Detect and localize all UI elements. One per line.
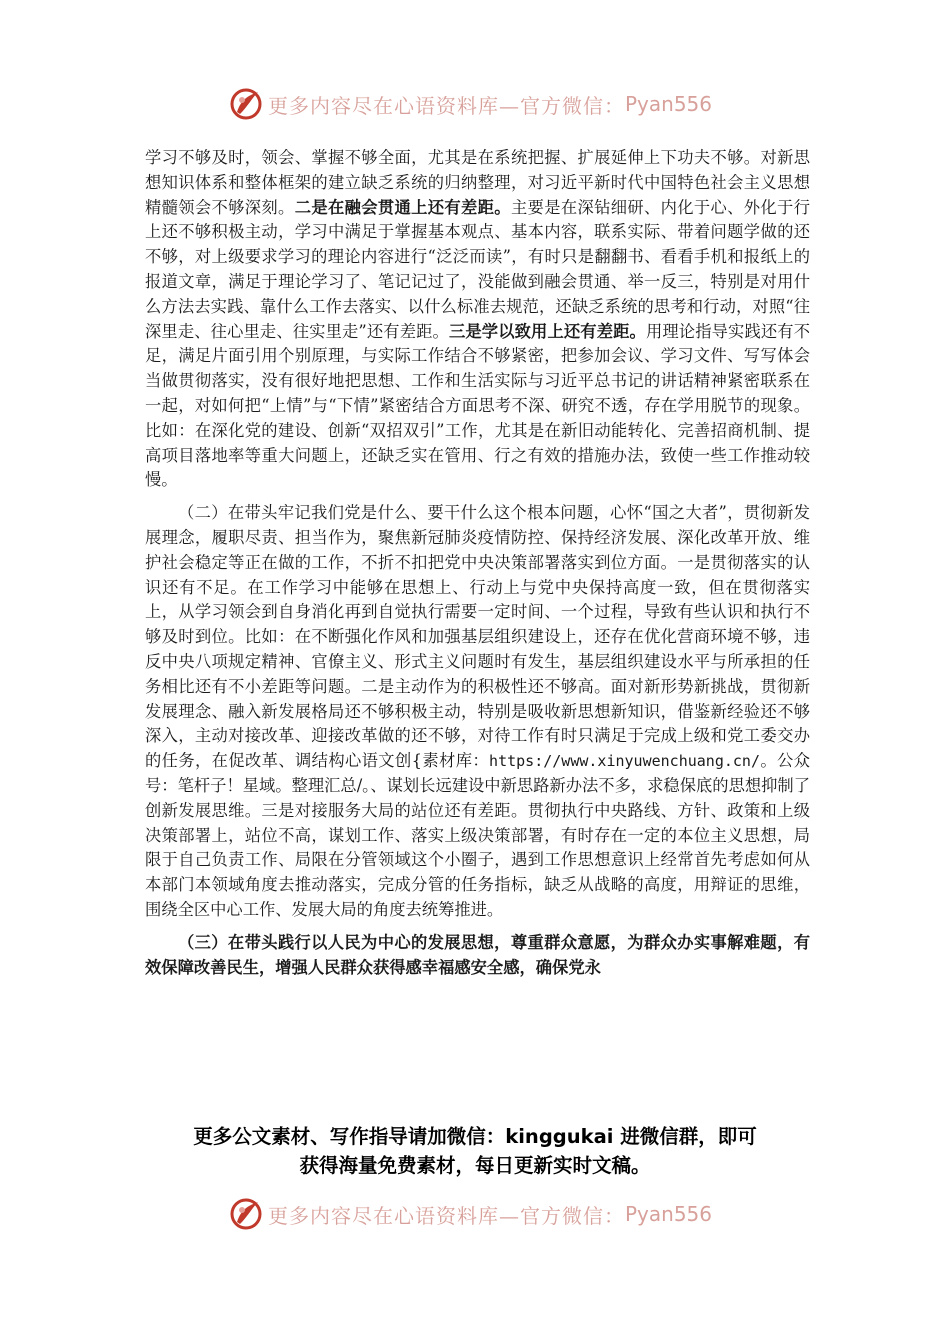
footer-banner: [228, 1194, 728, 1234]
paragraph-1-text-a: 学习不够及时，领会、掌握不够全面，尤其是在系统把握、扩展延伸上下功夫不够。对新思想知识体系和整体框架的建立缺乏系统的归纳整理，对习近平新时代中国特色社会主义思想精髓领会不够深刻。: [145, 148, 810, 217]
xinyu-logo-icon: [228, 1196, 264, 1232]
source-url: https://www.xinyuwenchuang.cn/: [489, 752, 760, 771]
paragraph-1: [145, 146, 810, 493]
promo-line-1: 更多公文素材、写作指导请加微信：kinggukai 进微信群，即可: [193, 1125, 757, 1148]
paragraph-1-text-b: 主要是在深钻细研、内化于心、外化于行上还不够积极主动，学习中满足于掌握基本观点、基本内容，联系实际、带着问题学做的还不够，对上级要求学习的理论内容进行“泛泛而读”，有时只是翻翻书、看看手机和报纸上的报道文章，满足于理论学习了、笔记记过了，没能做到融会贯通、举一反三，特别是对用什么方法去实践、靠什么工作去落实、以什么标准去规范，还缺乏系统的思考和行动，对照“往深里走、往心里走、往实里走”还有差距。: [145, 197, 810, 341]
paragraph-2-text-b: 。公众号：笔杆子！星域。整理汇总/。、谋划长远建设中新思路新办法不多，求稳保底的思想抑制了创新发展思维。三是对接服务大局的站位还有差距。贯彻执行中央路线、方针、政策和上级决策部署上，站位不高，谋划工作、落实上级决策部署，有时存在一定的本位主义思想，局限于自己负责工作、局限在分管领域这个小圈子，遇到工作思想意识上经常首先考虑如何从本部门本领域角度去推动落实，完成分管的任务指标，缺乏从战略的高度，用辩证的思维，围绕全区中心工作、发展大局的角度去统筹推进。: [145, 751, 810, 919]
xinyu-logo-icon: [228, 86, 264, 122]
header-wechat-id: Pyan556: [625, 92, 713, 116]
footer-banner-text: 更多内容尽在心语资料库—官方微信：: [268, 1203, 625, 1228]
footer-wechat-id: Pyan556: [625, 1202, 713, 1226]
paragraph-3-heading: （三）在带头践行以人民为中心的发展思想，尊重群众意愿，为群众办实事解难题，有效保障改善民生，增强人民群众获得感幸福感安全感，确保党永: [145, 932, 810, 977]
paragraph-2: [145, 501, 810, 923]
header-banner-text: 更多内容尽在心语资料库—官方微信：: [268, 93, 625, 118]
paragraph-1-text-c: 用理论指导实践还有不足，满足片面引用个别原理，与实际工作结合不够紧密，把参加会议、学习文件、写写体会当做贯彻落实，没有很好地把思想、工作和生活实际与习近平总书记的讲话精神紧密联系在一起，对如何把“上情”与“下情”紧密结合方面思考不深、研究不透，存在学用脱节的现象。比如：在深化党的建设、创新“双招双引”工作，尤其是在新旧动能转化、完善招商机制、提高项目落地率等重大问题上，还缺乏实在管用、行之有效的措施办法，致使一些工作推动较慢。: [145, 321, 810, 490]
promo-notice: [150, 1122, 800, 1180]
paragraph-1-heading-3: 三是学以致用上还有差距。: [448, 321, 646, 341]
paragraph-1-heading-2: 二是在融会贯通上还有差距。: [294, 197, 511, 217]
header-banner: [228, 84, 728, 124]
document-body: [145, 146, 810, 980]
paragraph-2-text-a: （二）在带头牢记我们党是什么、要干什么这个根本问题，心怀“国之大者”，贯彻新发展理念，履职尽责、担当作为，聚焦新冠肺炎疫情防控、保持经济发展、深化改革开放、维护社会稳定等正在做的工作，不折不扣把党中央决策部署落实到位方面。一是贯彻落实的认识还有不足。在工作学习中能够在思想上、行动上与党中央保持高度一致，但在贯彻落实上，从学习领会到自身消化再到自觉执行需要一定时间、一个过程，导致有些认识和执行不够及时到位。比如：在不断强化作风和加强基层组织建设上，还存在优化营商环境不够，违反中央八项规定精神、官僚主义、形式主义问题时有发生，基层组织建设水平与所承担的任务相比还有不小差距等问题。二是主动作为的积极性还不够高。面对新形势新挑战，贯彻新发展理念、融入新发展格局还不够积极主动，特别是吸收新思想新知识，借鉴新经验还不够深入，主动对接改革、迎接改革做的还不够，对待工作有时只满足于完成上级和党工委交办的任务，在促改革、调结构心语文创{素材库：: [145, 503, 810, 771]
promo-line-2: 获得海量免费素材，每日更新实时文稿。: [299, 1154, 651, 1177]
